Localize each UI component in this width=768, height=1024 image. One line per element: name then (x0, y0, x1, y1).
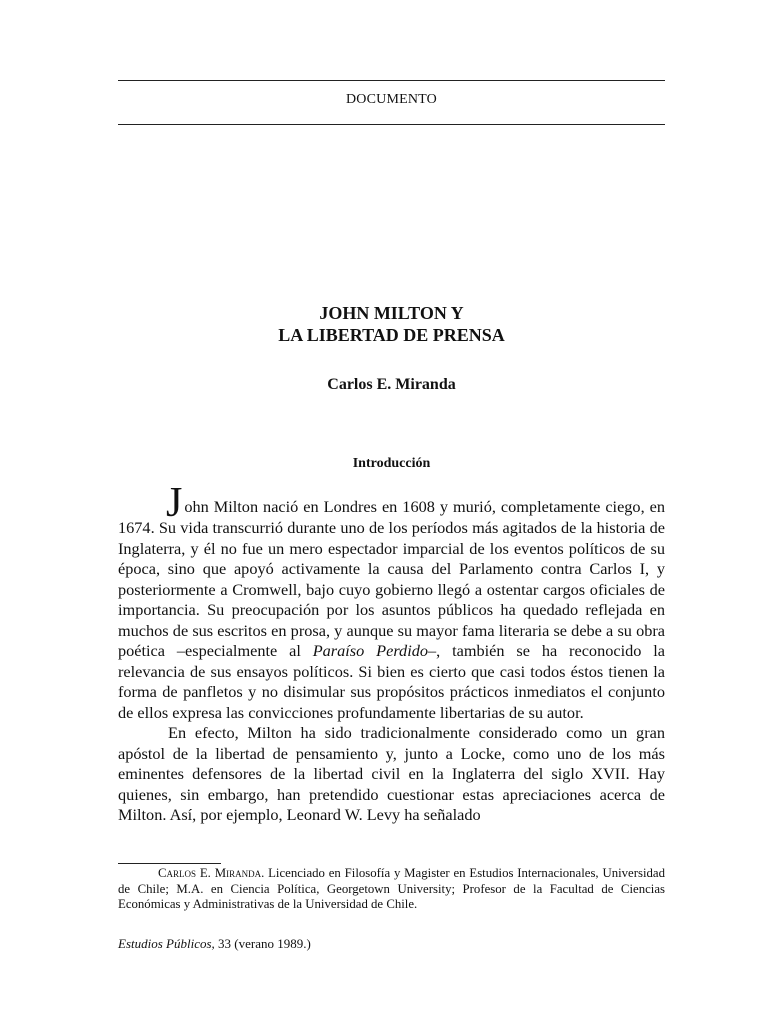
section-heading: Introducción (352, 456, 431, 471)
paragraph-1-italic-title: Paraíso Perdido (312, 641, 428, 660)
footnote-rule (118, 863, 221, 864)
citation-journal: Estudios Públicos, (118, 936, 215, 951)
paragraph-2: En efecto, Milton ha sido tradicionalmente considerado como un gran apóstol de la libertad de pensamiento y, junto a Locke, como uno de los más eminentes defensores de la libertad civil en la Inglaterra del siglo XVII. Hay quienes, sin embargo, han pretendido cuestionar estas apreciaciones acerca de Milton. Así, por ejemplo, Leonard W. Levy ha señalado (118, 723, 665, 824)
citation-issue: 33 (verano 1989.) (214, 936, 311, 951)
paragraph-1-text-b: –, también se ha reconocido la relevancia de sus ensayos políticos. Si bien es cierto que casi todos éstos tienen la forma de panfletos y no disimular sus propósitos prácticos inmediatos el conjunto de ellos expresa las convicciones profundamente libertarias de su autor. (118, 641, 665, 722)
article-title (118, 302, 665, 346)
drop-cap-spacer (118, 497, 166, 516)
paragraph-1 (118, 480, 665, 723)
paragraph-1-text-a: ohn Milton nació en Londres en 1608 y murió, completamente ciego, en 1674. Su vida transcurrió durante uno de los períodos más agitados de la historia de Inglaterra, y él no fue un mero espectador imparcial de los eventos políticos de su época, sino que apoyó activamente la causa del Parlamento contra Carlos I, y posteriormente a Cromwell, bajo cuyo gobierno llegó a ostentar cargos oficiales de importancia. Su preocupación por los asuntos públicos ha quedado reflejada en muchos de sus escritos en prosa, y aunque su mayor fama literaria se debe a su obra poética –especialmente al (118, 497, 665, 660)
header-rule-top (118, 80, 665, 81)
journal-citation (118, 936, 665, 952)
header-rule-bottom (118, 124, 665, 125)
title-line-2: LA LIBERTAD DE PRENSA (278, 325, 505, 345)
section-label: DOCUMENTO (346, 92, 437, 107)
footnote-author-name: Carlos E. Miranda (158, 866, 262, 880)
drop-cap: J (166, 480, 183, 526)
body-text (118, 480, 665, 826)
article-author: Carlos E. Miranda (327, 376, 456, 393)
footnote-text: . Licenciado en Filosofía y Magister en Estudios Internacionales, Universidad de Chile; M.A. en Ciencia Política, Georgetown University; Profesor de la Facultad de Ciencias Económicas y Administrativas de la Universidad de Chile. (118, 866, 665, 911)
footnote (118, 866, 665, 913)
title-line-1: JOHN MILTON Y (319, 303, 464, 323)
